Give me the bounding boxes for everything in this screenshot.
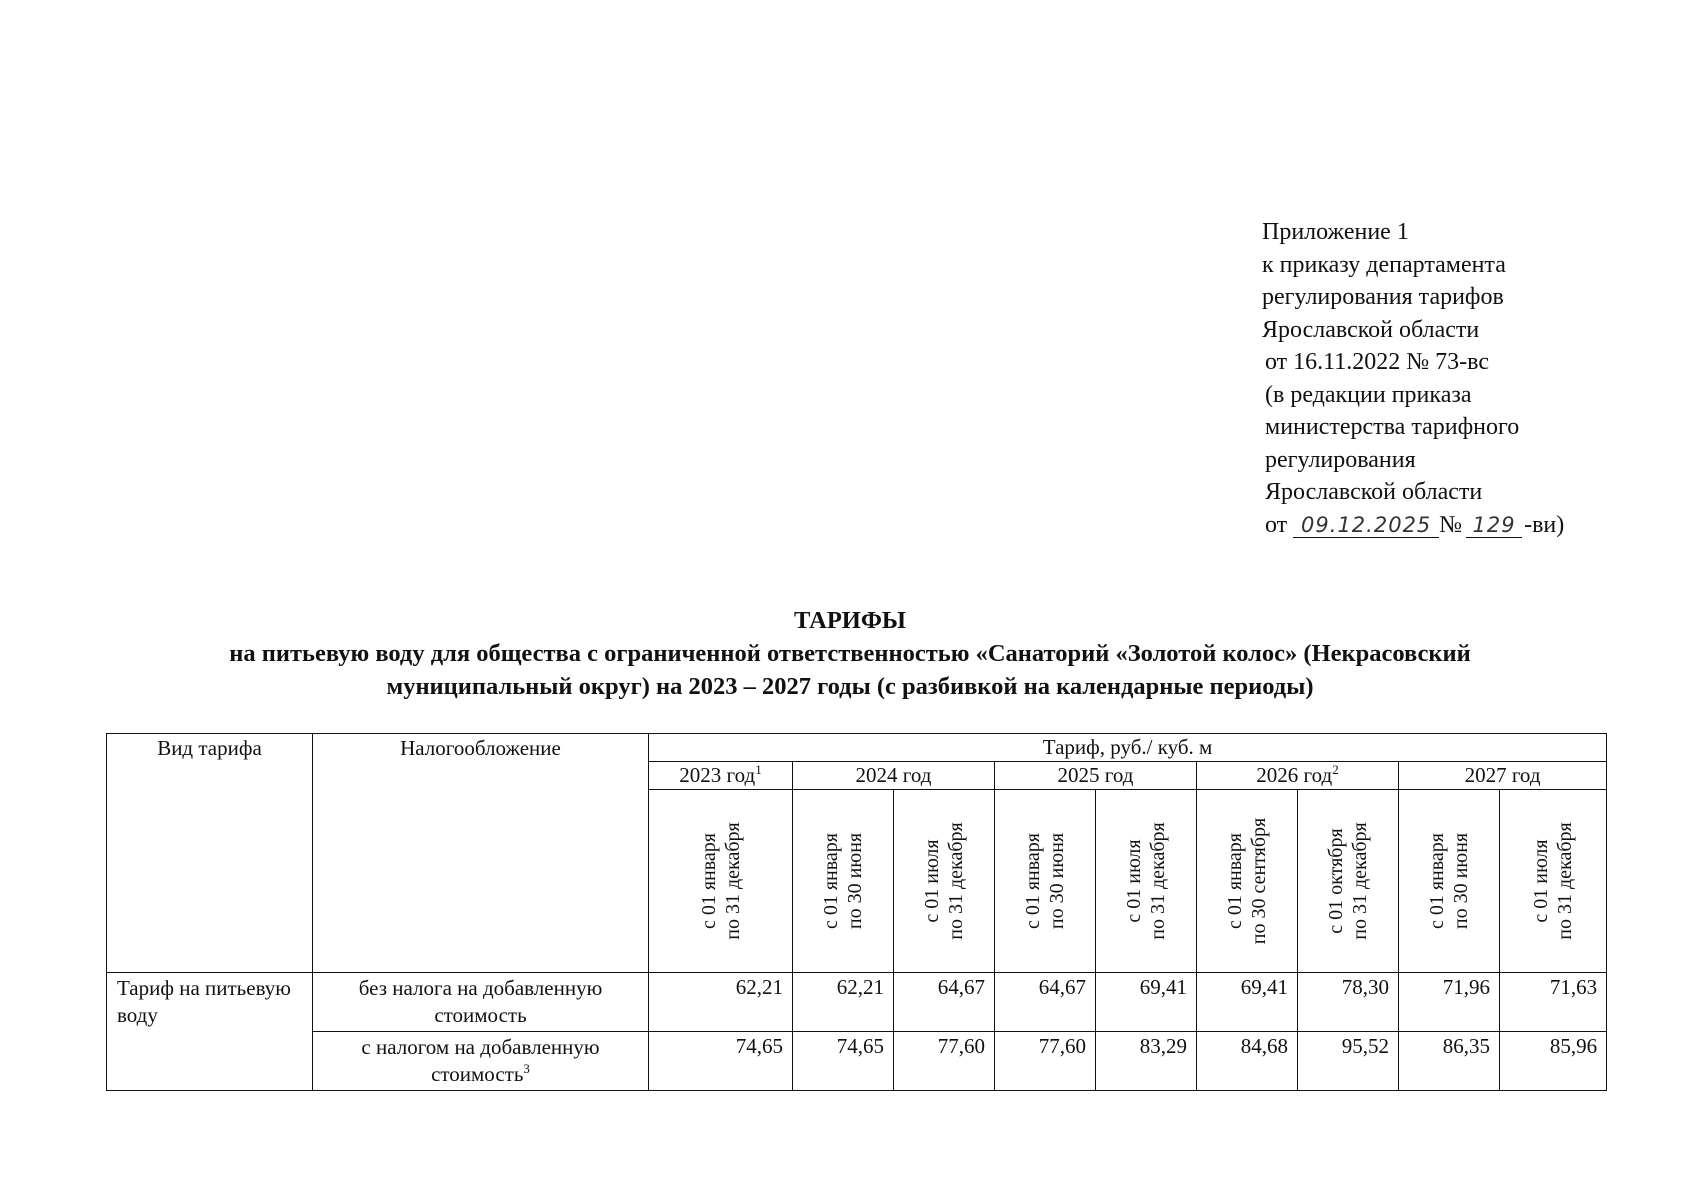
header-period: с 01 октября по 31 декабря — [1298, 790, 1399, 973]
title-heading: ТАРИФЫ — [794, 607, 906, 634]
cell-taxation: с налогом на добавленную стоимость$^3$ — [313, 1032, 649, 1091]
cell-value: 64,67 — [894, 973, 995, 1032]
handwritten-number: 129 — [1466, 513, 1522, 538]
document-title — [60, 604, 1640, 703]
cell-value: 69,41 — [1096, 973, 1197, 1032]
annex-line: к приказу департамента — [1262, 251, 1506, 278]
annex-line: министерства тарифного — [1265, 414, 1520, 440]
cell-value: 77,60 — [894, 1032, 995, 1091]
annex-suffix: -ви) — [1524, 511, 1565, 538]
annex-line: Ярославской области — [1265, 479, 1483, 505]
header-period: с 01 июля по 31 декабря — [1096, 790, 1197, 973]
annex-line: от 16.11.2022 № 73-вс — [1265, 349, 1490, 375]
cell-taxation: без налога на добавленную стоимость — [313, 973, 649, 1032]
header-period: с 01 января по 30 сентября — [1197, 790, 1298, 973]
cell-value: 62,21 — [793, 973, 894, 1032]
cell-value: 85,96 — [1500, 1032, 1607, 1091]
cell-value: 69,41 — [1197, 973, 1298, 1032]
cell-tariff-kind: Тариф на питьевую воду — [107, 973, 313, 1091]
cell-value: 64,67 — [995, 973, 1096, 1032]
annex-line: регулирования тарифов — [1262, 284, 1504, 310]
header-year: 2027 год — [1399, 762, 1607, 790]
header-year: 2025 год — [995, 762, 1197, 790]
cell-value: 95,52 — [1298, 1032, 1399, 1091]
header-period: с 01 января по 30 июня — [793, 790, 894, 973]
annex-line: Приложение 1 — [1262, 219, 1409, 245]
annex-line: (в редакции приказа — [1265, 381, 1472, 408]
cell-value: 84,68 — [1197, 1032, 1298, 1091]
header-period: с 01 января по 30 июня — [1399, 790, 1500, 973]
header-tariff-unit: Тариф, руб./ куб. м — [649, 734, 1607, 762]
title-line: муниципальный округ) на 2023 – 2027 годы (с разбивкой на календарные периоды) — [386, 673, 1314, 700]
header-year: 2026 год$^2$ — [1197, 762, 1399, 790]
annex-block — [1262, 216, 1564, 541]
cell-value: 71,96 — [1399, 973, 1500, 1032]
header-tariff-kind: Вид тарифа — [107, 734, 313, 973]
cell-value: 86,35 — [1399, 1032, 1500, 1091]
annex-line: регулирования — [1265, 446, 1416, 473]
annex-prefix: от — [1265, 511, 1288, 538]
header-year: 2024 год — [793, 762, 995, 790]
header-period: с 01 июля по 31 декабря — [894, 790, 995, 973]
annex-line: Ярославской области — [1262, 316, 1480, 343]
cell-value: 78,30 — [1298, 973, 1399, 1032]
cell-value: 83,29 — [1096, 1032, 1197, 1091]
cell-value: 74,65 — [649, 1032, 793, 1091]
tariff-table — [106, 733, 1607, 1091]
header-period: с 01 января по 30 июня — [995, 790, 1096, 973]
table-row — [107, 1032, 1607, 1091]
header-period: с 01 июля по 31 декабря — [1500, 790, 1607, 973]
header-taxation: Налогообложение — [313, 734, 649, 973]
annex-order-line — [1262, 509, 1564, 542]
table-row — [107, 973, 1607, 1032]
cell-value: 62,21 — [649, 973, 793, 1032]
cell-value: 77,60 — [995, 1032, 1096, 1091]
title-line: на питьевую воду для общества с ограниченной ответственностью «Санаторий «Золотой колос» (Некрасовский — [229, 640, 1471, 667]
header-period: с 01 января по 31 декабря — [649, 790, 793, 973]
cell-value: 71,63 — [1500, 973, 1607, 1032]
number-sign: № — [1439, 511, 1463, 538]
header-year: 2023 год$^1$ — [649, 762, 793, 790]
handwritten-date: 09.12.2025 — [1293, 513, 1439, 538]
cell-value: 74,65 — [793, 1032, 894, 1091]
